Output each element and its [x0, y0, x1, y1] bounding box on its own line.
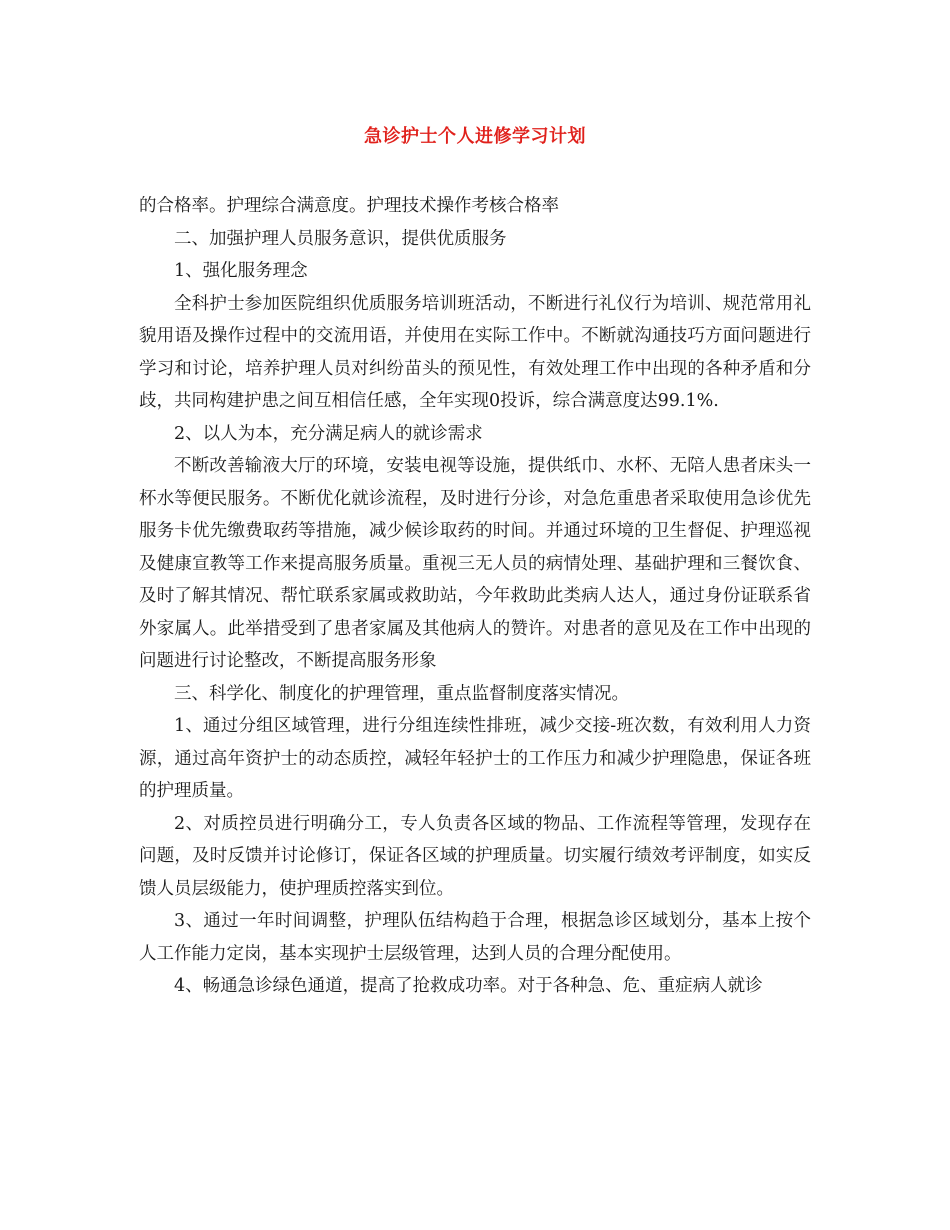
paragraph-continuation: 的合格率。护理综合满意度。护理技术操作考核合格率	[139, 196, 559, 216]
document-body	[139, 190, 811, 1003]
section-heading-3: 三、科学化、制度化的护理管理，重点监督制度落实情况。	[174, 683, 629, 704]
paragraph-environment-improvement: 不断改善输液大厅的环境，安装电视等设施，提供纸巾、水杯、无陪人患者床头一杯水等便民服务。不断优化就诊流程，及时进行分诊，对急危重患者采取使用急诊优先服务卡优先缴费取药等措施，减少候诊取药的时间。并通过环境的卫生督促、护理巡视及健康宣教等工作来提高服务质量。重视三无人员的病情处理、基础护理和三餐饮食、及时了解其情况、帮忙联系家属或救助站，今年救助此类病人达人，通过身份证联系省外家属人。此举措受到了患者家属及其他病人的赞许。对患者的意见及在工作中出现的问题进行讨论整改，不断提高服务形象	[139, 456, 811, 671]
subheading-service-concept: 1、强化服务理念	[174, 261, 308, 281]
subheading-patient-needs: 2、以人为本，充分满足病人的就诊需求	[174, 423, 483, 444]
section-heading-2: 二、加强护理人员服务意识，提供优质服务	[174, 228, 507, 249]
document-title: 急诊护士个人进修学习计划	[364, 126, 586, 147]
paragraph-item-1: 1、通过分组区域管理，进行分组连续性排班，减少交接-班次数，有效利用人力资源，通过高年资护士的动态质控，减轻年轻护士的工作压力和减少护理隐患，保证各班的护理质量。	[139, 716, 811, 801]
paragraph-item-3: 3、通过一年时间调整，护理队伍结构趋于合理，根据急诊区域划分，基本上按个人工作能力定岗，基本实现护士层级管理，达到人员的合理分配使用。	[139, 911, 811, 964]
paragraph-item-4: 4、畅通急诊绿色通道，提高了抢救成功率。对于各种急、危、重症病人就诊	[174, 976, 763, 996]
paragraph-service-training: 全科护士参加医院组织优质服务培训班活动，不断进行礼仪行为培训、规范常用礼貌用语及操作过程中的交流用语，并使用在实际工作中。不断就沟通技巧方面问题进行学习和讨论，培养护理人员对纠纷苗头的预见性，有效处理工作中出现的各种矛盾和分歧，共同构建护患之间互相信任感，全年实现0投诉，综合满意度达99.1%.	[139, 293, 811, 411]
paragraph-item-2: 2、对质控员进行明确分工，专人负责各区域的物品、工作流程等管理，发现存在问题，及时反馈并讨论修订，保证各区域的护理质量。切实履行绩效考评制度，如实反馈人员层级能力，使护理质控落实到位。	[139, 813, 811, 899]
